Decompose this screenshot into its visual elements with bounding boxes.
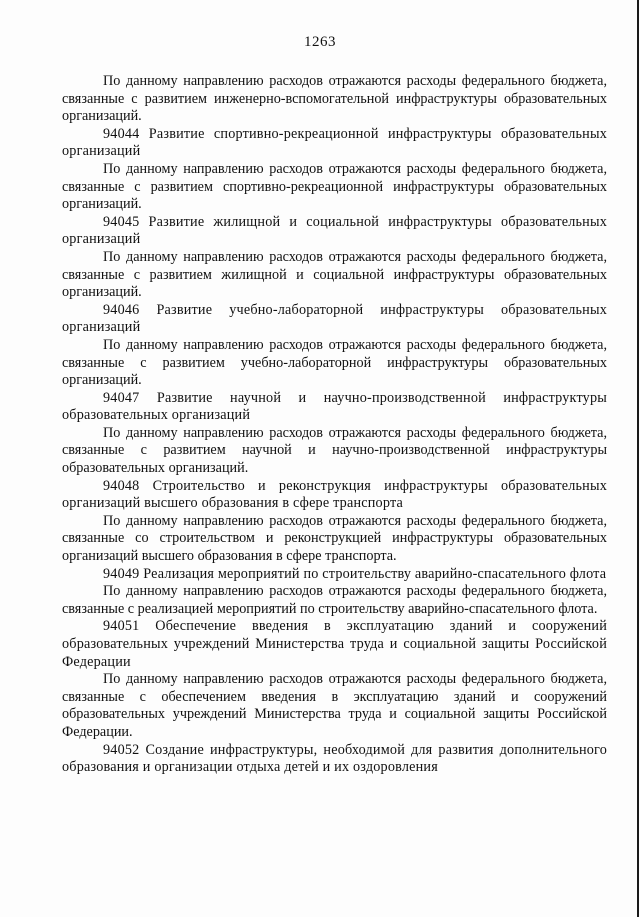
paragraph-code-heading: 94048 Строительство и реконструкция инфраструктуры образовательных организаций высшего образования в сфере транспорта [62, 477, 607, 512]
scan-edge [637, 0, 639, 917]
paragraph-code-heading: 94052 Создание инфраструктуры, необходимой для развития дополнительного образования и организации отдыха детей и их оздоровления [62, 741, 607, 776]
paragraph-expense-description: По данному направлению расходов отражаются расходы федерального бюджета, связанные с развитием научной и научно-производственной инфраструктуры образовательных организаций. [62, 424, 607, 477]
paragraph-expense-description: По данному направлению расходов отражаются расходы федерального бюджета, связанные с развитием учебно-лабораторной инфраструктуры образовательных организаций. [62, 336, 607, 389]
paragraph-expense-description: По данному направлению расходов отражаются расходы федерального бюджета, связанные с развитием инженерно-вспомогательной инфраструктуры образовательных организаций. [62, 73, 607, 125]
paragraph-code-heading: 94044 Развитие спортивно-рекреационной инфраструктуры образовательных организаций [62, 125, 607, 160]
paragraph-expense-description: По данному направлению расходов отражаются расходы федерального бюджета, связанные с обеспечением введения в эксплуатацию зданий и сооружений образовательных учреждений Министерства труда и социальной защиты Российской Федерации. [62, 671, 607, 740]
page-number: 1263 [304, 34, 336, 50]
paragraph-expense-description: По данному направлению расходов отражаются расходы федерального бюджета, связанные со строительством и реконструкцией инфраструктуры образовательных организаций высшего образования в сфере транспорта. [62, 512, 607, 565]
paragraph-code-heading: 94051 Обеспечение введения в эксплуатацию зданий и сооружений образовательных учреждений Министерства труда и социальной защиты Российской Федерации [62, 618, 607, 670]
paragraph-expense-description: По данному направлению расходов отражаются расходы федерального бюджета, связанные с развитием спортивно-рекреационной инфраструктуры образовательных организаций. [62, 160, 607, 213]
paragraph-code-heading: 94045 Развитие жилищной и социальной инфраструктуры образовательных организаций [62, 213, 607, 248]
paragraph-code-heading: 94047 Развитие научной и научно-производственной инфраструктуры образовательных организаций [62, 389, 607, 424]
paragraph-code-heading: 94049 Реализация мероприятий по строительству аварийно-спасательного флота [103, 565, 607, 582]
document-body [62, 73, 607, 777]
paragraph-expense-description: По данному направлению расходов отражаются расходы федерального бюджета, связанные с развитием жилищной и социальной инфраструктуры образовательных организаций. [62, 248, 607, 301]
paragraph-expense-description: По данному направлению расходов отражаются расходы федерального бюджета, связанные с реализацией мероприятий по строительству аварийно-спасательного флота. [62, 583, 607, 617]
paragraph-code-heading: 94046 Развитие учебно-лабораторной инфраструктуры образовательных организаций [62, 301, 607, 336]
